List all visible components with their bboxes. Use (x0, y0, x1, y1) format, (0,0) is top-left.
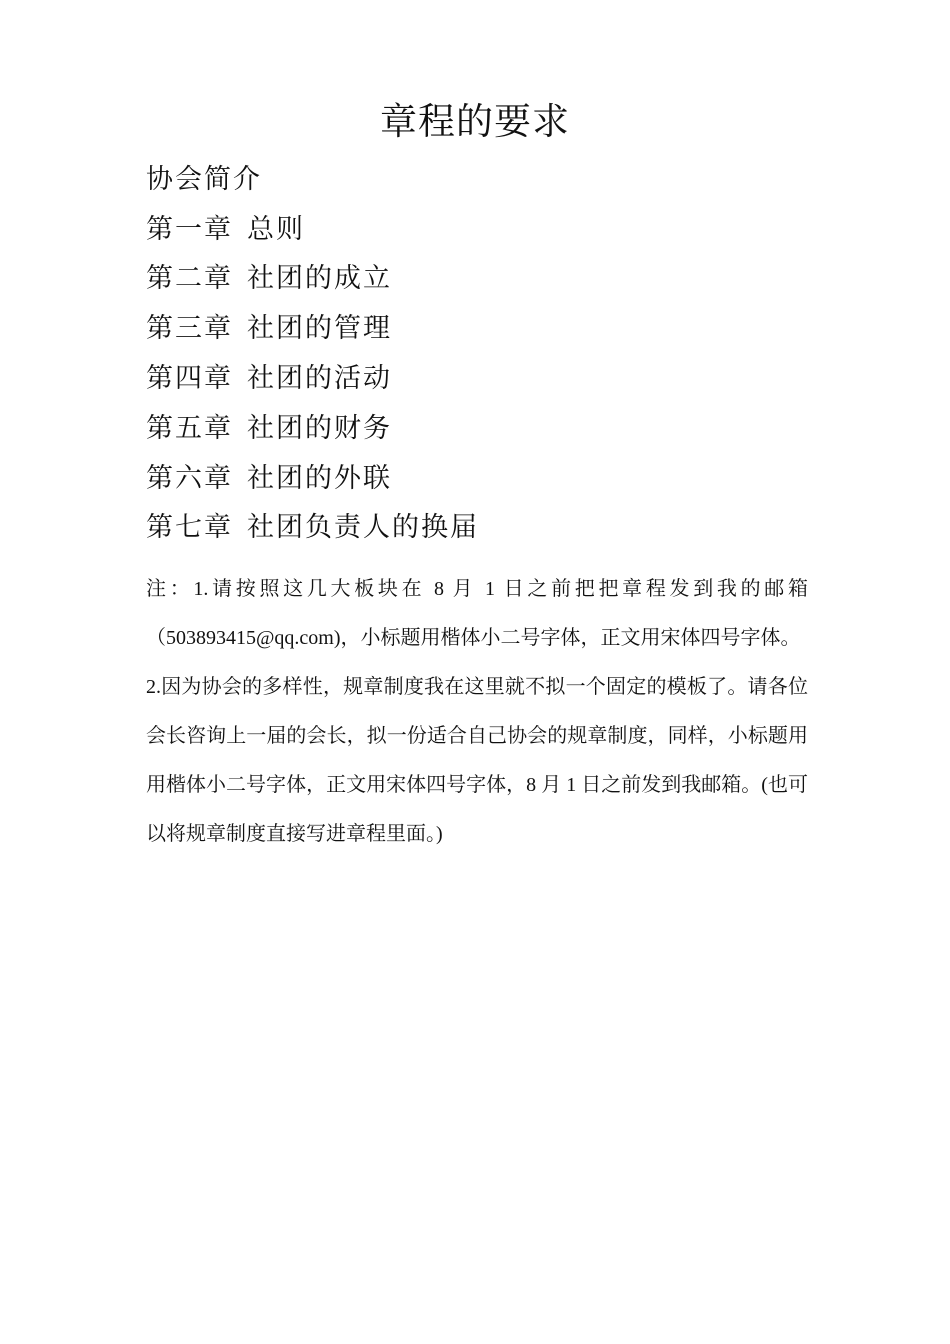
chapter-heading-1 (146, 212, 305, 248)
chapter-number: 第六章 (146, 463, 233, 494)
chapter-name: 社团的活动 (247, 363, 392, 394)
note-paragraph-2: 2.因为协会的多样性，规章制度我在这里就不拟一个固定的模板了。请各位会长咨询上一届的会长，拟一份适合自己协会的规章制度，同样，小标题用用楷体小二号字体，正文用宋体四号字体，8 月 1 日之前发到我邮箱。(也可以将规章制度直接写进章程里面。) (146, 676, 808, 845)
page-title: 章程的要求 (380, 100, 570, 143)
chapter-number: 第二章 (146, 263, 233, 294)
chapter-heading-2 (146, 261, 392, 297)
chapter-number: 第四章 (146, 363, 233, 394)
chapter-heading-3 (146, 311, 392, 347)
chapter-heading-4 (146, 361, 392, 397)
chapter-number: 第一章 (146, 214, 233, 245)
chapter-name: 社团的财务 (247, 413, 392, 444)
chapter-name: 社团的外联 (247, 463, 392, 494)
chapter-name: 社团负责人的换届 (247, 512, 479, 543)
intro-heading: 协会简介 (146, 164, 262, 195)
chapter-name: 社团的管理 (247, 313, 392, 344)
note-paragraph-1: 注：1.请按照这几大板块在 8 月 1 日之前把把章程发到我的邮箱（503893415@qq.com)，小标题用楷体小二号字体，正文用宋体四号字体。 (146, 578, 808, 649)
chapter-name: 总则 (247, 214, 305, 245)
chapter-name: 社团的成立 (247, 263, 392, 294)
chapter-number: 第七章 (146, 512, 233, 543)
chapter-number: 第五章 (146, 413, 233, 444)
chapter-number: 第三章 (146, 313, 233, 344)
chapter-heading-7 (146, 510, 479, 546)
notes-section (146, 565, 808, 859)
chapter-heading-5 (146, 411, 392, 447)
chapter-heading-6 (146, 461, 392, 497)
